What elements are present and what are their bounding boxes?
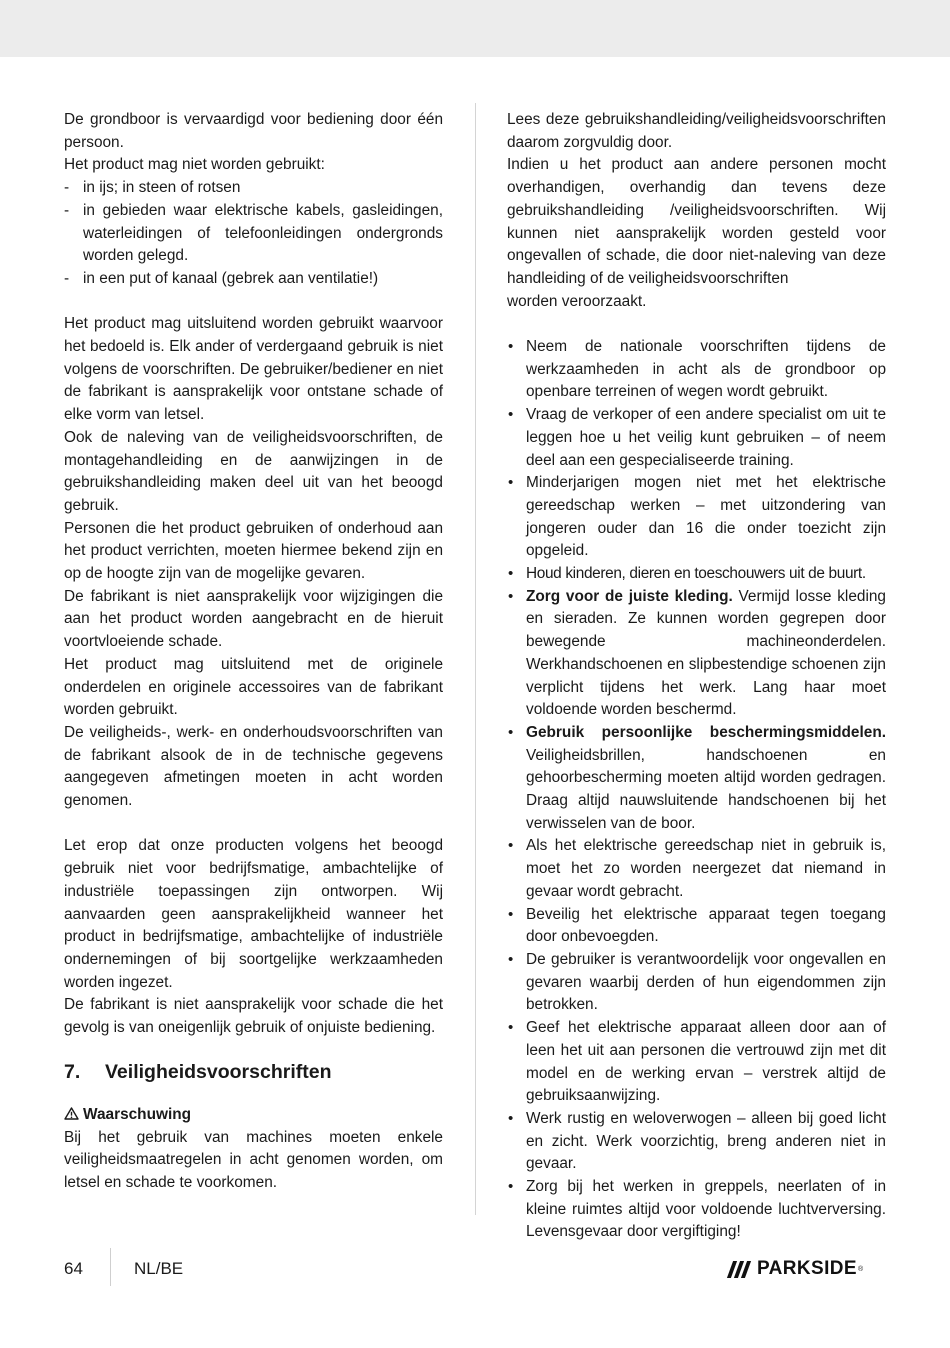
safety-rule-text: Minderjarigen mogen niet met het elektrische gereedschap werken – met uitzondering van jongeren ouder dan 16 die onder toezicht zijn opgeleid. xyxy=(526,474,886,560)
right-column xyxy=(507,109,886,1244)
left-column xyxy=(64,109,443,1195)
logo-slashes-icon xyxy=(730,1261,751,1278)
safety-rule-bold: Gebruik persoonlijke beschermingsmiddelen. xyxy=(526,723,886,741)
safety-rule-bold: Zorg voor de juiste kleding. xyxy=(526,587,733,605)
restriction-text: in ijs; in steen of rotsen xyxy=(83,179,241,197)
warning-triangle-icon xyxy=(64,1107,79,1120)
footer-divider xyxy=(110,1248,111,1286)
registered-mark: ® xyxy=(857,1265,864,1273)
restriction-text: in gebieden waar elektrische kabels, gasleidingen, waterleidingen of telefoonleidingen ondergronds worden gelegd. xyxy=(83,201,443,265)
page-number: 64 xyxy=(64,1259,83,1278)
section-number: 7. xyxy=(64,1060,81,1083)
safety-rule-text: Vraag de verkoper of een andere specialist om uit te leggen hoe u het veilig kunt gebruiken – of neem deel aan een gespecialiseerde training. xyxy=(526,406,886,469)
section-title: Veiligheidsvoorschriften xyxy=(105,1060,332,1083)
restriction-item: - in gebieden waar elektrische kabels, gasleidingen, waterleidingen of telefoonleidingen ondergronds worden gelegd. xyxy=(64,201,443,265)
logo-text: PARKSIDE xyxy=(757,1258,857,1279)
intro-paragraph: De grondboor is vervaardigd voor bediening door één persoon. xyxy=(64,111,443,151)
restriction-intro: Het product mag niet worden gebruikt: xyxy=(64,156,325,174)
safety-rule-text: Als het elektrische gereedschap niet in gebruik is, moet het zo worden neergezet dat niemand in gevaar wordt gebracht. xyxy=(526,837,886,900)
restriction-list xyxy=(64,177,443,291)
safety-rule: • Vraag de verkoper of een andere specialist om uit te leggen hoe u het veilig kunt gebruiken – of neem deel aan een gespecialiseerde training. xyxy=(508,406,886,469)
safety-rule-text: De gebruiker is verantwoordelijk voor ongevallen en gevaren waarbij derden of hun eigendommen zijn betrokken. xyxy=(526,951,886,1014)
safety-rule: • Werk rustig en weloverwogen – alleen bij goed licht en zicht. Werk voorzichtig, breng anderen niet in gevaar. xyxy=(508,1109,886,1173)
compliance-paragraph: Ook de naleving van de veiligheidsvoorschriften, de montagehandleiding en de aanwijzingen in de gebruikshandleiding maken deel uit van het beoogd gebruik. xyxy=(64,428,443,514)
safety-rule: • Zorg voor de juiste kleding. Vermijd losse kleding en sieraden. Ze kunnen worden gegrepen door bewegende machineonderdelen. Werkhandschoenen en slipbestendige schoenen zijn verplicht tijdens het werk. Lang haar moet voldoende worden beschermd. xyxy=(508,587,886,719)
users-paragraph: Personen die het product gebruiken of onderhoud aan het product verrichten, moeten hiermee bekend zijn en op de hoogte zijn van de mogelijke gevaren. xyxy=(64,519,443,583)
handover-text: Indien u het product aan andere personen mocht overhandigen, overhandig dan tevens deze gebruikshandleiding /veiligheidsvoorschriften. Wij kunnen niet aansprakelijk worden gesteld voor ongevallen of schade, die door niet-naleving van deze handleiding of de veiligheidsvoorschriften xyxy=(507,156,886,287)
safety-rule-text: Geef het elektrische apparaat alleen door aan of leen het uit aan personen die vertrouwd zijn met dit model en de werking ervan – verstrek altijd de gebruiksaanwijzing. xyxy=(526,1019,886,1105)
safety-rule-text: Werk rustig en weloverwogen – alleen bij goed licht en zicht. Werk voorzichtig, breng anderen niet in gevaar. xyxy=(526,1109,886,1173)
safety-rule-text: Zorg bij het werken in greppels, neerlaten of in kleine ruimtes altijd voor voldoende luchtverversing. Levensgevaar door vergiftiging! xyxy=(526,1178,886,1241)
original-parts-paragraph: Het product mag uitsluitend met de originele onderdelen en originele accessoires van de fabrikant worden gebruikt. xyxy=(64,655,443,719)
warning-text: Bij het gebruik van machines moeten enkele veiligheidsmaatregelen in acht genomen worden, om letsel en schade te voorkomen. xyxy=(64,1128,443,1191)
warning-heading xyxy=(64,1104,443,1127)
safety-rule: • Neem de nationale voorschriften tijdens de werkzaamheden in acht als de grondboor op openbare terreinen of wegen wordt gebruikt. xyxy=(508,338,886,401)
handover-text-end: worden veroorzaakt. xyxy=(507,292,647,310)
restriction-item: - in ijs; in steen of rotsen xyxy=(64,179,241,197)
liability-paragraph: De fabrikant is niet aansprakelijk voor schade die het gevolg is van oneigenlijk gebruik of onjuiste bediening. xyxy=(64,996,443,1037)
safety-rule-text: Veiligheidsbrillen, handschoenen en gehoorbescherming moeten altijd worden gedragen. Draag altijd nauwsluitende handschoenen bij het verwisselen van de boor. xyxy=(526,746,886,832)
modification-paragraph: De fabrikant is niet aansprakelijk voor wijzigingen die aan het product worden aangebracht en de hieruit voortvloeiende schade. xyxy=(64,587,443,651)
safety-rule-text: Houd kinderen, dieren en toeschouwers uit de buurt. xyxy=(526,565,866,583)
safety-rule: • De gebruiker is verantwoordelijk voor ongevallen en gevaren waarbij derden of hun eigendommen zijn betrokken. xyxy=(508,951,886,1014)
safety-rule: • Zorg bij het werken in greppels, neerlaten of in kleine ruimtes altijd voor voldoende luchtverversing. Levensgevaar door vergiftiging! xyxy=(508,1178,886,1241)
top-band xyxy=(0,0,950,57)
read-instructions-paragraph: Lees deze gebruikshandleiding/veiligheidsvoorschriften daarom zorgvuldig door. xyxy=(507,111,886,151)
safety-rule: • Beveilig het elektrische apparaat tegen toegang door onbevoegden. xyxy=(508,905,886,946)
restriction-item: - in een put of kanaal (gebrek aan ventilatie!) xyxy=(64,269,379,287)
handover-paragraph xyxy=(507,154,886,313)
safety-rule: • Als het elektrische gereedschap niet in gebruik is, moet het zo worden neergezet dat niemand in gevaar wordt gebracht. xyxy=(508,837,886,900)
section-heading xyxy=(64,1060,443,1084)
safety-rule: • Geef het elektrische apparaat alleen door aan of leen het uit aan personen die vertrouwd zijn met dit model en de werking ervan – verstrek altijd de gebruiksaanwijzing. xyxy=(508,1019,886,1105)
commercial-use-paragraph: Let erop dat onze producten volgens het beoogd gebruik niet voor bedrijfsmatige, ambachtelijke of industriële toepassingen zijn ontworpen. Wij aanvaarden geen aansprakelijkheid wanneer het product in bedrijfsmatige, ambachtelijke of industriële ondernemingen of bij soortgelijke werkzaamheden worden ingezet. xyxy=(64,837,443,991)
safety-rule-text: Neem de nationale voorschriften tijdens de werkzaamheden in acht als de grondboor op openbare terreinen of wegen wordt gebruikt. xyxy=(526,338,886,401)
safety-rule-text: Beveilig het elektrische apparaat tegen toegang door onbevoegden. xyxy=(526,905,886,946)
safety-rule-text: Vermijd losse kleding en sieraden. Ze kunnen worden gegrepen door bewegende machineonderdelen. Werkhandschoenen en slipbestendige schoenen zijn verplicht tijdens het werk. Lang haar moet voldoende worden beschermd. xyxy=(526,587,886,719)
restriction-text: in een put of kanaal (gebrek aan ventilatie!) xyxy=(83,269,379,287)
safety-rules-list xyxy=(507,336,886,1244)
column-divider xyxy=(475,103,476,1215)
safety-rule: • Gebruik persoonlijke beschermingsmiddelen. Veiligheidsbrillen, handschoenen en gehoorbescherming moeten altijd worden gedragen. Draag altijd nauwsluitende handschoenen bij het verwisselen van de boor. xyxy=(508,723,886,832)
locale-label: NL/BE xyxy=(134,1259,184,1278)
safety-rule: • Houd kinderen, dieren en toeschouwers uit de buurt. xyxy=(508,565,866,583)
intended-use-paragraph: Het product mag uitsluitend worden gebruikt waarvoor het bedoeld is. Elk ander of verdergaand gebruik is niet volgens de voorschriften. De gebruiker/bediener en niet de fabrikant is aansprakelijk voor ontstane schade of elke vorm van letsel. xyxy=(64,315,443,424)
regulations-paragraph: De veiligheids-, werk- en onderhoudsvoorschriften van de fabrikant alsook de in de technische gegevens aangegeven afmetingen moeten in acht worden genomen. xyxy=(64,723,443,810)
safety-rule: • Minderjarigen mogen niet met het elektrische gereedschap werken – met uitzondering van jongeren ouder dan 16 die onder toezicht zijn opgeleid. xyxy=(508,474,886,560)
parkside-logo xyxy=(730,1257,863,1281)
warning-label: Waarschuwing xyxy=(83,1105,192,1123)
